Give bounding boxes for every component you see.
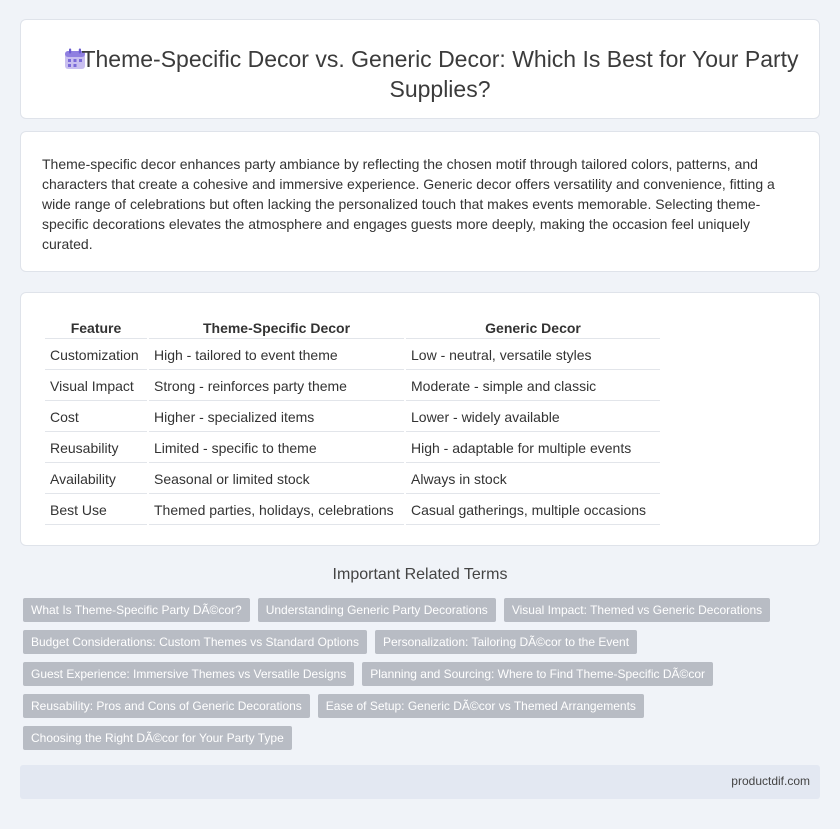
table-cell: Low - neutral, versatile styles <box>406 341 660 370</box>
table-cell: Seasonal or limited stock <box>149 465 404 494</box>
table-row <box>45 372 660 401</box>
related-term-link[interactable]: Understanding Generic Party Decorations <box>258 598 496 622</box>
table-cell: Strong - reinforces party theme <box>149 372 404 401</box>
intro-paragraph: Theme-specific decor enhances party ambiance by reflecting the chosen motif through tailored colors, patterns, and characters that create a cohesive and immersive experience. Generic decor offers versatility and convenience, fitting a wide range of celebrations but often lacking the personalized touch that makes events memorable. Selecting theme-specific decorations elevates the atmosphere and engages guests more deeply, making the occasion feel uniquely curated. <box>42 156 775 252</box>
related-term-link[interactable]: Budget Considerations: Custom Themes vs Standard Options <box>23 630 367 654</box>
comparison-card <box>20 292 820 546</box>
table-cell: Availability <box>45 465 147 494</box>
table-cell: Themed parties, holidays, celebrations <box>149 496 404 525</box>
header-feature: Feature <box>45 318 147 339</box>
table-cell: Limited - specific to theme <box>149 434 404 463</box>
table-cell: Best Use <box>45 496 147 525</box>
title-card <box>20 19 820 119</box>
related-term-link[interactable]: Planning and Sourcing: Where to Find Theme-Specific DÃ©cor <box>362 662 713 686</box>
table-row <box>45 465 660 494</box>
related-term-link[interactable]: Personalization: Tailoring DÃ©cor to the Event <box>375 630 637 654</box>
table-cell: Higher - specialized items <box>149 403 404 432</box>
table-cell: High - tailored to event theme <box>149 341 404 370</box>
table-cell: Cost <box>45 403 147 432</box>
table-row <box>45 403 660 432</box>
header-generic: Generic Decor <box>406 318 660 339</box>
table-cell: Customization <box>45 341 147 370</box>
table-cell: Lower - widely available <box>406 403 660 432</box>
related-term-link[interactable]: What Is Theme-Specific Party DÃ©cor? <box>23 598 250 622</box>
table-cell: Moderate - simple and classic <box>406 372 660 401</box>
table-cell: Always in stock <box>406 465 660 494</box>
comparison-table <box>43 316 662 527</box>
related-term-link[interactable]: Reusability: Pros and Cons of Generic Decorations <box>23 694 310 718</box>
table-row <box>45 496 660 525</box>
table-header-row <box>45 318 660 339</box>
table-cell: Casual gatherings, multiple occasions <box>406 496 660 525</box>
related-term-link[interactable]: Ease of Setup: Generic DÃ©cor vs Themed Arrangements <box>318 694 644 718</box>
table-cell: Reusability <box>45 434 147 463</box>
footer <box>20 765 820 799</box>
header-theme-specific: Theme-Specific Decor <box>149 318 404 339</box>
table-cell: Visual Impact <box>45 372 147 401</box>
related-terms-heading: Important Related Terms <box>332 566 508 583</box>
table-row <box>45 434 660 463</box>
table-cell: High - adaptable for multiple events <box>406 434 660 463</box>
intro-card <box>20 131 820 272</box>
page-title: Theme-Specific Decor vs. Generic Decor: Which Is Best for Your Party Supplies? <box>81 46 799 102</box>
footer-site-name: productdif.com <box>731 774 810 788</box>
related-terms-list <box>23 598 803 750</box>
related-term-link[interactable]: Guest Experience: Immersive Themes vs Versatile Designs <box>23 662 354 686</box>
related-term-link[interactable]: Visual Impact: Themed vs Generic Decorations <box>504 598 770 622</box>
table-row <box>45 341 660 370</box>
related-term-link[interactable]: Choosing the Right DÃ©cor for Your Party Type <box>23 726 292 750</box>
